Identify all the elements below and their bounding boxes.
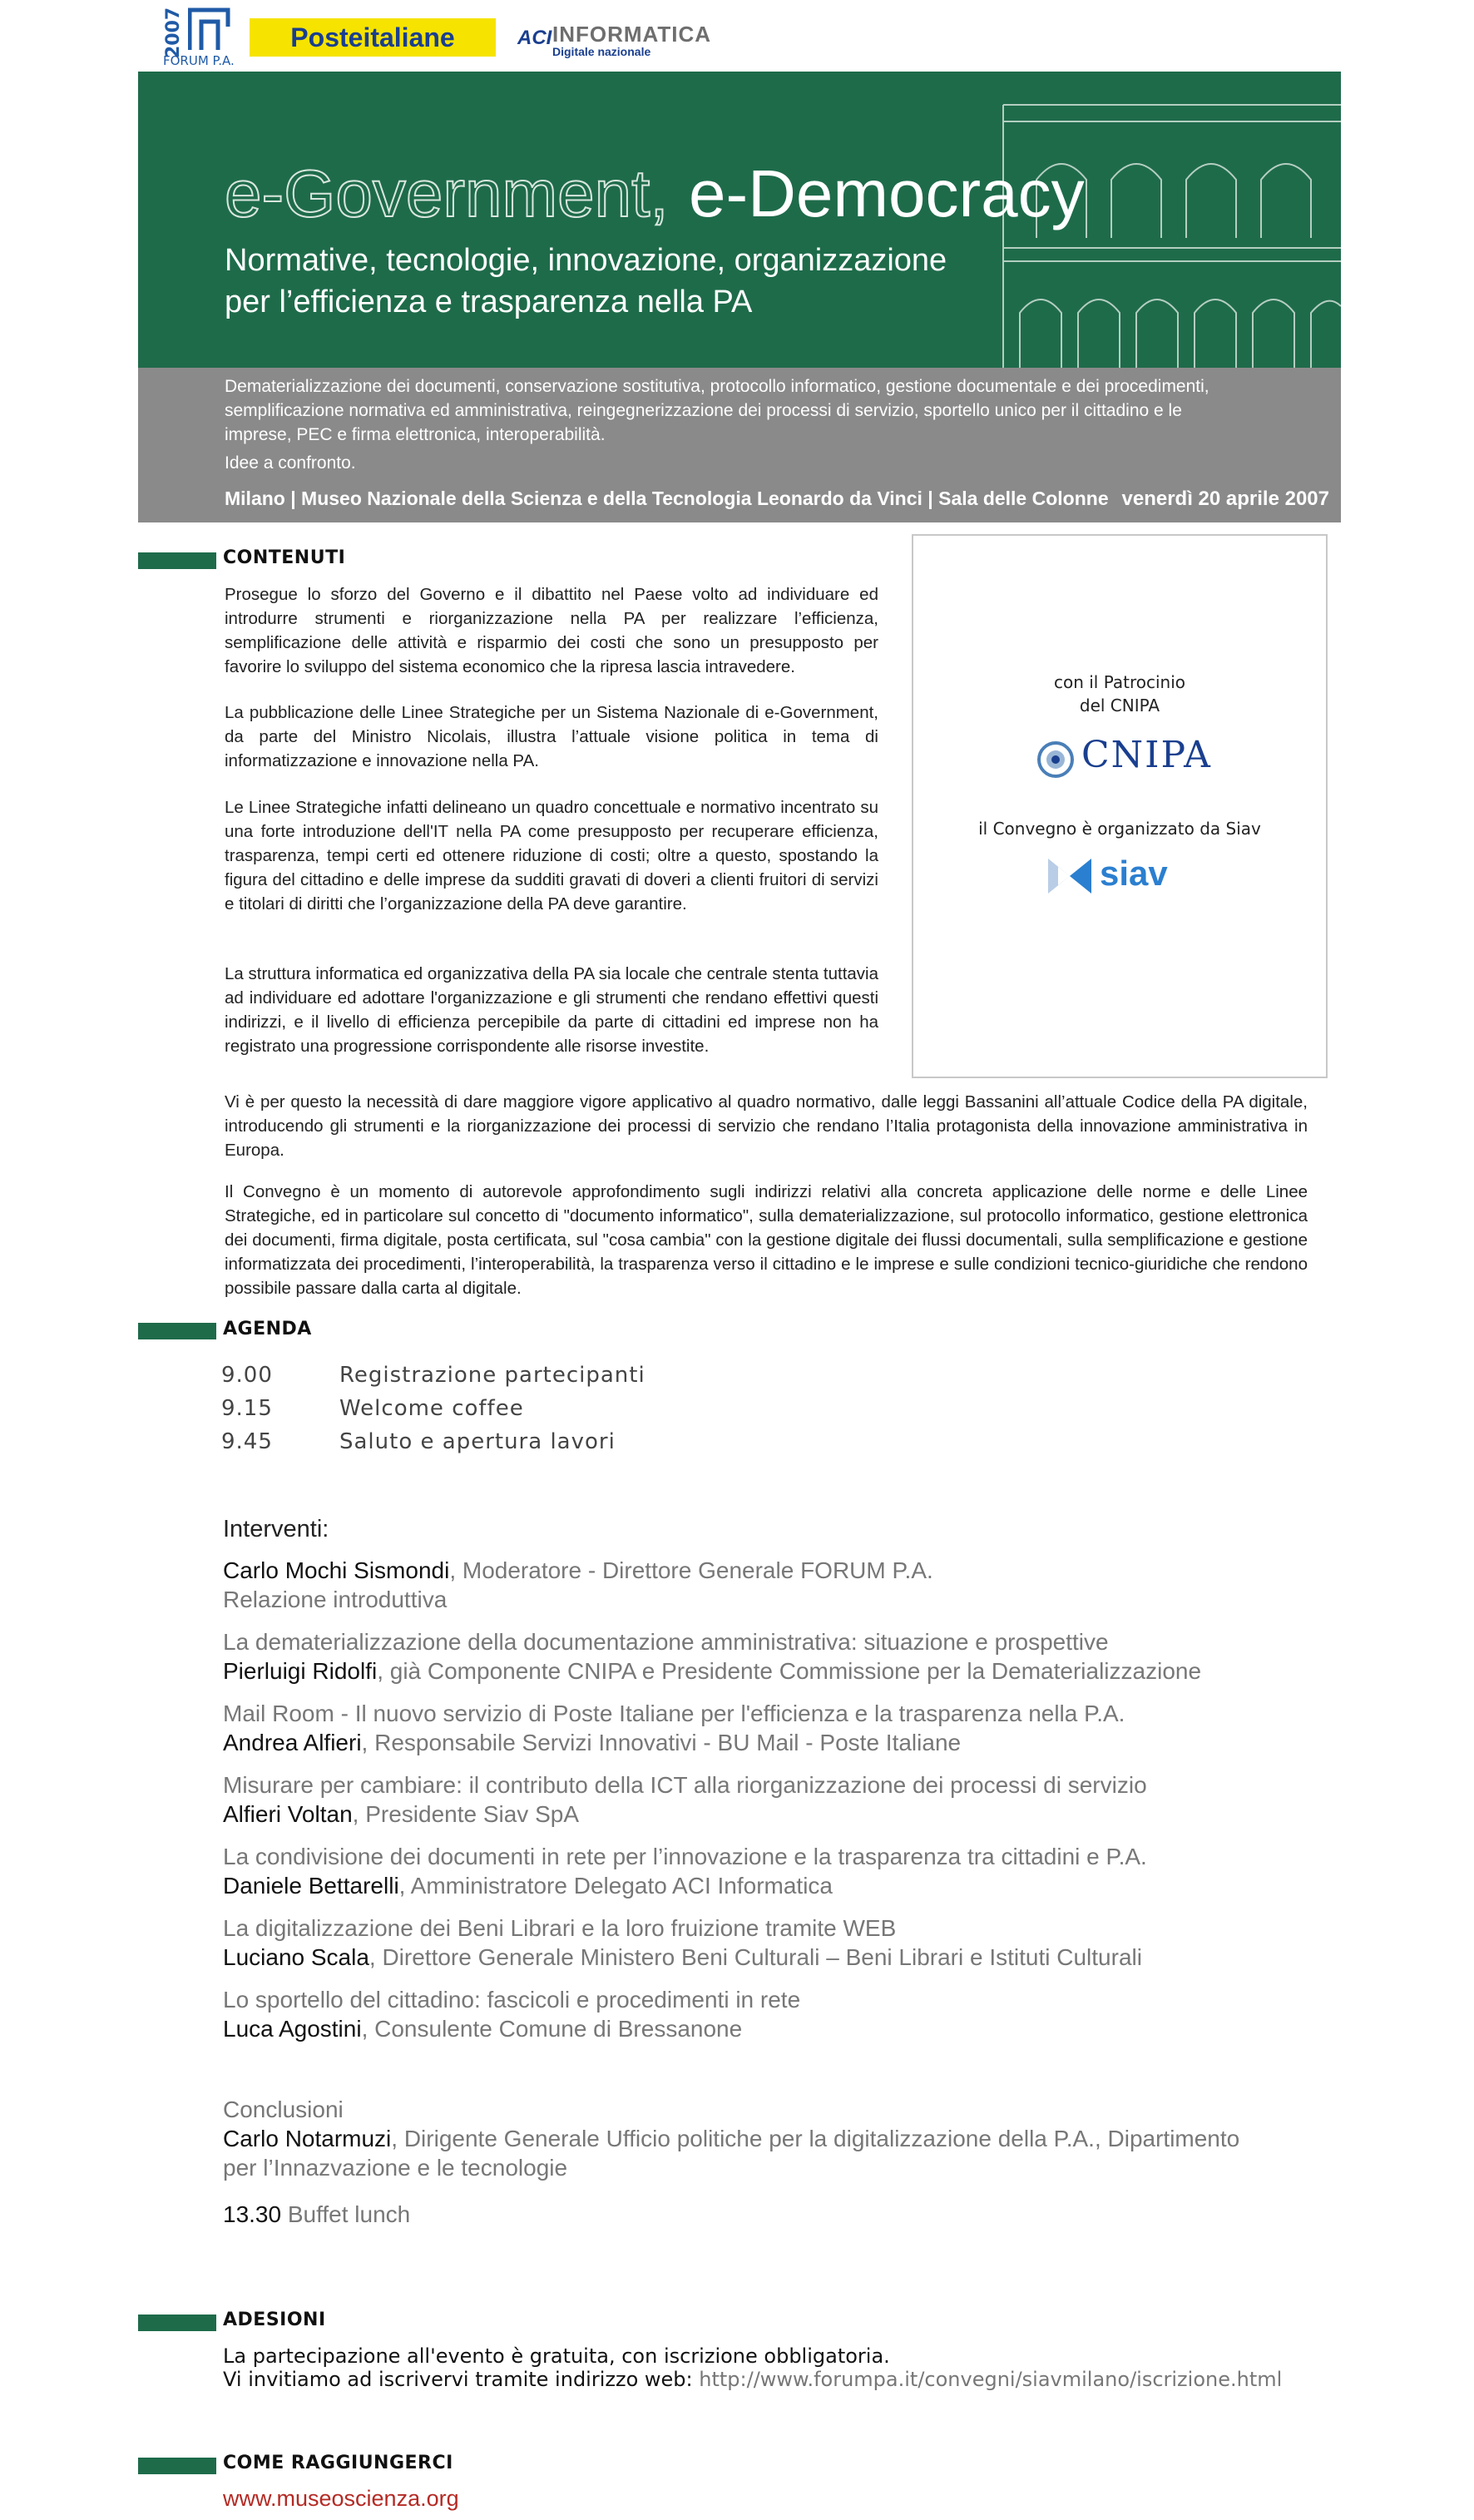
contenuti-paragraph-3: Le Linee Strategiche infatti delineano un quadro concettuale e normativo incentrato su una forte introduzione dell'IT nella PA come presupposto per recuperare efficienza, trasparenza, tempi certi ed ottenere riduzione di costi; oltre a questo, spostando la figura del cittadino e delle imprese da sudditi gravati di doveri a clienti fruitori di servizi e titolari di diritti che l’organizzazione della PA deve garantire.	[225, 798, 878, 913]
section-bar-contenuti	[138, 552, 216, 569]
contenuti-paragraph-2: La pubblicazione delle Linee Strategiche per un Sistema Nazionale di e-Government, da parte del Ministro Nicolais, illustra l’attuale visione politica in tema di informatizzazione e innovazione nella PA.	[225, 703, 878, 770]
title-edemocracy: e-Democracy	[689, 156, 1085, 230]
agenda-time: 9.15	[221, 1396, 273, 1421]
section-title-agenda: AGENDA	[223, 1319, 312, 1339]
speaker-name: Luciano Scala	[223, 1944, 369, 1970]
talk-item	[223, 1842, 1147, 1900]
contenuti-paragraph-5: Vi è per questo la necessità di dare maggiore vigore applicativo al quadro normativo, dalle leggi Bassanini all’attuale Codice della PA digitale, introducendo gli strumenti e la riorganizzazione dei processi di servizio che rendano l’Italia protagonista della innovazione amministrativa in Europa.	[225, 1092, 1308, 1160]
cnipa-emblem-icon	[1035, 735, 1076, 784]
talk-item	[223, 1914, 1142, 1972]
event-venue: Milano | Museo Nazionale della Scienza e della Tecnologia Leonardo da Vinci | Sala delle Colonne	[225, 488, 1109, 509]
contenuti-paragraph-1: Prosegue lo sforzo del Governo e il dibattito nel Paese volto ad individuare ed introdurre strumenti e riorganizzazione nella PA per realizzare l’efficienza, semplificazione delle attività e risparmio dei costi che sono un presupposto per favorire lo sviluppo del sistema economico che la ripresa lascia intravedere.	[225, 585, 878, 676]
conclusioni-item	[223, 2095, 1239, 2182]
speaker-name: Luca Agostini	[223, 2016, 362, 2042]
talk-item	[223, 1699, 1125, 1757]
lunch-time: 13.30	[223, 2201, 282, 2227]
talk-topic: La dematerializzazione della documentazione amministrativa: situazione e prospettive	[223, 1629, 1109, 1655]
interventi-heading: Interventi:	[223, 1516, 329, 1542]
agenda-desc: Registrazione partecipanti	[339, 1363, 645, 1388]
talk-item	[223, 1627, 1201, 1686]
talk-note: Relazione introduttiva	[223, 1587, 448, 1612]
speaker-role-line-2: per l’Innazvazione e le tecnologie	[223, 2155, 568, 2181]
speaker-role: , Responsabile Servizi Innovativi - BU Mail - Poste Italiane	[361, 1730, 962, 1755]
adesioni-line-1: La partecipazione all'evento è gratuita, con iscrizione obbligatoria.	[223, 2344, 890, 2368]
idee-a-confronto: Idee a confronto.	[225, 453, 356, 473]
talk-topic: Misurare per cambiare: il contributo della ICT alla riorganizzazione dei processi di servizio	[223, 1772, 1147, 1798]
siav-logo-icon	[1045, 855, 1095, 897]
speaker-name: Daniele Bettarelli	[223, 1873, 399, 1899]
registration-link[interactable]: http://www.forumpa.it/convegni/siavmilano/iscrizione.html	[699, 2368, 1283, 2391]
poste-italiane-logo-text: Posteitaliane	[290, 22, 455, 52]
speaker-name: Carlo Notarmuzi	[223, 2126, 392, 2151]
speaker-role: , Direttore Generale Ministero Beni Culturali – Beni Librari e Istituti Culturali	[368, 1944, 1142, 1970]
forum-pa-logo-icon	[188, 7, 231, 52]
contenuti-paragraph-4: La struttura informatica ed organizzativa della PA sia locale che centrale stenta tuttavia ad individuare ed adottare l'organizzazione e gli strumenti che rendano effettivi questi indirizzi, e il livello di efficienza percepibile da parte di cittadini ed imprese non ha registrato una progressione corrispondente alle risorse investite.	[225, 964, 878, 1056]
section-title-come-raggiungerci: COME RAGGIUNGERCI	[223, 2453, 453, 2473]
forum-year: 2007	[163, 7, 184, 58]
agenda-time: 9.45	[221, 1429, 273, 1454]
subtitle-line2: per l’efficienza e trasparenza nella PA	[225, 285, 753, 319]
aci-logo-icon: ACI	[517, 27, 552, 49]
contenuti-paragraph-6: Il Convegno è un momento di autorevole approfondimento sugli indirizzi relativi alla concreta applicazione delle norme e delle Linee Strategiche, ed in particolare sul concetto di "documento informatico", sulla dematerializzazione, sul protocollo informatico, gestione elettronica dei documenti, firma digitale, posta certificata, sul "cosa cambia" con la gestione digitale dei flussi documentali, sulla semplificazione e gestione informatizzata dei procedimenti, l’interoperabilità, la trasparenza verso il cittadino e le imprese e sulle condizioni tecnico-giuridiche che rendono possibile passare dalla carta al digitale.	[225, 1182, 1308, 1298]
talk-topic: La condivisione dei documenti in rete per l’innovazione e la trasparenza tra cittadini e P.A.	[223, 1844, 1147, 1869]
subtitle-line1: Normative, tecnologie, innovazione, organizzazione	[225, 243, 947, 278]
talk-topic: Lo sportello del cittadino: fascicoli e procedimenti in rete	[223, 1987, 801, 2013]
title-egovernment: e-Government,	[225, 156, 669, 230]
speaker-name: Carlo Mochi Sismondi	[223, 1557, 450, 1583]
speaker-role: , Presidente Siav SpA	[352, 1801, 580, 1827]
event-description: Dematerializzazione dei documenti, conservazione sostitutiva, protocollo informatico, gestione documentale e dei procedimenti, semplificazione normativa ed amministrativa, reingegnerizzazione dei processi di servizio, sportello unico per il cittadino e le imprese, PEC e firma elettronica, interoperabilità.	[225, 377, 1209, 444]
speaker-name: Andrea Alfieri	[223, 1730, 362, 1755]
adesioni-line-2	[223, 2368, 1282, 2391]
agenda-desc: Saluto e apertura lavori	[339, 1429, 616, 1454]
section-bar-adesioni	[138, 2315, 216, 2331]
lunch-desc: Buffet lunch	[287, 2201, 411, 2227]
patrocinio-line-1: con il Patrocinio	[1053, 672, 1186, 692]
agenda-desc: Welcome coffee	[339, 1396, 524, 1421]
forum-pa-label: FORUM P.A.	[163, 53, 235, 68]
speaker-name: Alfieri Voltan	[223, 1801, 353, 1827]
cnipa-logo-text: CNIPA	[1081, 734, 1212, 776]
aci-informatica-subtitle: Digitale nazionale	[552, 45, 651, 58]
agenda-time: 9.00	[221, 1363, 273, 1388]
section-bar-come-raggiungerci	[138, 2458, 216, 2474]
event-date: venerdì 20 aprile 2007	[1121, 488, 1329, 510]
museo-scienza-link[interactable]: www.museoscienza.org	[223, 2486, 459, 2511]
patrocinio-line-2: del CNIPA	[1079, 696, 1160, 715]
speaker-name: Pierluigi Ridolfi	[223, 1658, 378, 1684]
section-title-contenuti: CONTENUTI	[223, 547, 346, 568]
adesioni-line-2-text: Vi invitiamo ad iscrivervi tramite indirizzo web:	[223, 2368, 693, 2391]
talk-topic: La digitalizzazione dei Beni Librari e la loro fruizione tramite WEB	[223, 1915, 897, 1941]
organizzato-text: il Convegno è organizzato da Siav	[978, 819, 1261, 839]
aci-informatica-title: INFORMATICA	[552, 22, 712, 47]
lunch-item	[223, 2200, 410, 2229]
section-bar-agenda	[138, 1323, 216, 1339]
talk-item	[223, 1770, 1147, 1829]
talk-item	[223, 1985, 800, 2043]
talk-topic: Mail Room - Il nuovo servizio di Poste Italiane per l'efficienza e la trasparenza nella P.A.	[223, 1701, 1125, 1726]
speaker-role: , Moderatore - Direttore Generale FORUM P.A.	[449, 1557, 933, 1583]
siav-logo-text: siav	[1100, 854, 1168, 893]
speaker-role: , Amministratore Delegato ACI Informatica	[398, 1873, 833, 1899]
conclusioni-label: Conclusioni	[223, 2097, 344, 2122]
speaker-role: , Consulente Comune di Bressanone	[361, 2016, 743, 2042]
talk-item	[223, 1556, 933, 1614]
speaker-role: , Dirigente Generale Ufficio politiche per la digitalizzazione della P.A., Dipartimento	[391, 2126, 1240, 2151]
patrocinio-text	[912, 671, 1328, 717]
section-title-adesioni: ADESIONI	[223, 2310, 326, 2330]
speaker-role: , già Componente CNIPA e Presidente Commissione per la Dematerializzazione	[377, 1658, 1202, 1684]
sponsor-box	[912, 534, 1328, 1078]
